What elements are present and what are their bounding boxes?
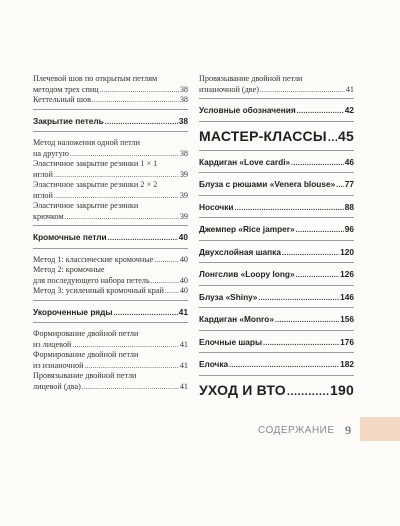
dot-leader bbox=[114, 309, 178, 320]
toc-entry[interactable] bbox=[33, 95, 188, 106]
divider bbox=[199, 352, 354, 353]
toc-entry-page: 38 bbox=[178, 115, 188, 126]
toc-entry-title: Кеттельный шов bbox=[33, 95, 91, 104]
toc-entry[interactable] bbox=[199, 224, 354, 237]
toc-entry[interactable] bbox=[199, 359, 354, 372]
toc-entry-page: 41 bbox=[345, 84, 354, 94]
toc-entry-page: 88 bbox=[344, 201, 354, 212]
toc-entry[interactable] bbox=[33, 116, 188, 129]
toc-entry-title: Эластичное закрытие резинки bbox=[33, 201, 139, 210]
toc-entry-page: 156 bbox=[340, 314, 354, 324]
dot-leader bbox=[82, 382, 179, 393]
divider bbox=[33, 322, 188, 323]
toc-left-column bbox=[33, 74, 188, 392]
toc-entry-title: Кардиган «Monro» bbox=[199, 314, 274, 324]
toc-entry-page: 182 bbox=[340, 359, 354, 369]
dot-leader bbox=[275, 316, 339, 327]
toc-entry-page: 41 bbox=[179, 360, 188, 370]
dot-leader bbox=[291, 159, 344, 170]
toc-entry-title: Эластичное закрытие резинки 2 × 2 bbox=[33, 180, 158, 189]
toc-entry-page: 40 bbox=[179, 286, 188, 295]
toc-entry-title: Провязывание двойной петли bbox=[199, 74, 303, 83]
dot-leader bbox=[260, 85, 345, 96]
dot-leader bbox=[336, 181, 344, 192]
toc-entry-title: Джемпер «Rice jamper» bbox=[199, 224, 295, 234]
dot-leader bbox=[105, 118, 178, 129]
divider bbox=[199, 330, 354, 331]
dot-leader bbox=[100, 85, 179, 96]
toc-entry-title: Метод 1: классические кромочные bbox=[33, 254, 154, 264]
dot-leader bbox=[258, 294, 339, 305]
toc-entry[interactable] bbox=[199, 105, 354, 118]
toc-entry-title: на другую bbox=[33, 148, 69, 158]
toc-entry-title: Кардиган «Love cardi» bbox=[199, 156, 291, 167]
toc-entry-title: Эластичное закрытие резинки 1 × 1 bbox=[33, 159, 158, 168]
dot-leader bbox=[297, 107, 344, 118]
toc-entry[interactable] bbox=[199, 128, 354, 147]
toc-entry[interactable] bbox=[199, 179, 354, 192]
dot-leader bbox=[235, 204, 344, 215]
toc-entry-title: Условные обозначения bbox=[199, 105, 296, 115]
divider bbox=[33, 300, 188, 301]
toc-entry[interactable] bbox=[199, 269, 354, 282]
divider bbox=[33, 248, 188, 249]
toc-entry-title: из изнаночной bbox=[33, 360, 84, 370]
dot-leader bbox=[282, 249, 339, 260]
toc-entry[interactable] bbox=[33, 201, 188, 222]
toc-entry-page: 190 bbox=[330, 381, 354, 398]
toc-entry[interactable] bbox=[33, 307, 188, 320]
toc-entry-title: Кромочные петли bbox=[33, 232, 107, 242]
toc-entry-page: 77 bbox=[344, 179, 354, 189]
toc-entry-title: для последующего набора петель bbox=[33, 275, 150, 285]
divider bbox=[33, 225, 188, 226]
toc-entry-page: 39 bbox=[179, 169, 188, 179]
divider bbox=[33, 109, 188, 110]
toc-entry[interactable] bbox=[33, 350, 188, 371]
toc-entry-title: МАСТЕР-КЛАССЫ bbox=[199, 127, 327, 144]
dot-leader bbox=[287, 384, 329, 401]
toc-entry-title: из лицевой bbox=[33, 339, 72, 349]
divider bbox=[33, 131, 188, 132]
dot-leader bbox=[229, 361, 339, 372]
toc-entry-title: Укороченные ряды bbox=[33, 306, 113, 317]
toc-entry[interactable] bbox=[199, 337, 354, 350]
toc-entry[interactable] bbox=[33, 329, 188, 350]
dot-leader bbox=[85, 361, 179, 372]
dot-leader bbox=[108, 234, 178, 245]
dot-leader bbox=[72, 340, 178, 351]
toc-right-column bbox=[199, 74, 354, 401]
toc-entry[interactable] bbox=[33, 159, 188, 180]
toc-entry[interactable] bbox=[199, 382, 354, 401]
toc-entry[interactable] bbox=[33, 74, 188, 95]
toc-entry-title: Метод наложения одной петли bbox=[33, 138, 140, 147]
toc-entry[interactable] bbox=[199, 292, 354, 305]
dot-leader bbox=[154, 255, 178, 266]
dot-leader bbox=[296, 226, 344, 237]
toc-entry-title: Плечевой шов по открытым петлям bbox=[33, 74, 158, 83]
toc-entry[interactable] bbox=[199, 157, 354, 170]
dot-leader bbox=[165, 286, 179, 297]
dot-leader bbox=[151, 276, 179, 287]
divider bbox=[199, 172, 354, 173]
toc-entry-title: Блуза «Shiny» bbox=[199, 291, 258, 302]
toc-entry-page: 45 bbox=[338, 127, 354, 144]
divider bbox=[199, 98, 354, 99]
toc-entry[interactable] bbox=[33, 286, 188, 297]
toc-entry[interactable] bbox=[199, 202, 354, 215]
toc-entry[interactable] bbox=[33, 180, 188, 201]
divider bbox=[199, 150, 354, 151]
divider bbox=[199, 307, 354, 308]
divider bbox=[199, 375, 354, 376]
toc-entry[interactable] bbox=[199, 74, 354, 95]
toc-entry-page: 40 bbox=[179, 275, 188, 285]
dot-leader bbox=[296, 271, 340, 282]
toc-entry-title: Елочка bbox=[199, 359, 229, 369]
toc-entry-page: 39 bbox=[179, 190, 188, 200]
toc-entry-page: 38 bbox=[179, 95, 188, 104]
divider bbox=[199, 121, 354, 122]
toc-entry-page: 38 bbox=[179, 84, 188, 94]
toc-entry[interactable] bbox=[33, 265, 188, 286]
toc-entry-title: Лонгслив «Loopy long» bbox=[199, 269, 295, 279]
toc-entry-page: 126 bbox=[340, 269, 354, 279]
toc-entry-page: 41 bbox=[179, 381, 188, 391]
section-title: СОДЕРЖАНИЕ bbox=[258, 425, 335, 436]
toc-entry-page: 42 bbox=[344, 105, 354, 115]
toc-entry-page: 40 bbox=[179, 254, 188, 264]
toc-entry-page: 38 bbox=[179, 148, 188, 158]
dot-leader bbox=[54, 191, 179, 202]
toc-entry[interactable] bbox=[199, 314, 354, 327]
toc-entry-title: УХОД И ВТО bbox=[199, 381, 286, 398]
divider bbox=[199, 240, 354, 241]
dot-leader bbox=[92, 95, 179, 106]
toc-entry-title: иглой bbox=[33, 169, 53, 179]
toc-entry[interactable] bbox=[33, 138, 188, 159]
toc-entry[interactable] bbox=[33, 232, 188, 245]
toc-entry-title: Формирование двойной петли bbox=[33, 350, 139, 359]
divider bbox=[199, 262, 354, 263]
toc-entry-page: 146 bbox=[340, 291, 354, 302]
toc-entry-title: Двухслойная шапка bbox=[199, 246, 281, 257]
toc-entry[interactable] bbox=[33, 255, 188, 266]
divider bbox=[199, 195, 354, 196]
toc-entry-title: иглой bbox=[33, 190, 53, 200]
toc-entry-page: 46 bbox=[344, 156, 354, 167]
toc-entry-page: 40 bbox=[178, 232, 188, 242]
toc-entry-title: Елочные шары bbox=[199, 336, 263, 347]
toc-entry-page: 41 bbox=[178, 306, 188, 317]
toc-entry-title: Метод 2: кромочные bbox=[33, 265, 105, 274]
dot-leader bbox=[54, 170, 179, 181]
toc-entry-title: Метод 3: усиленный кромочный край bbox=[33, 286, 164, 295]
toc-entry-title: лицевой (два) bbox=[33, 381, 81, 391]
toc-entry-title: Закрытие петель bbox=[33, 115, 104, 126]
toc-entry[interactable] bbox=[33, 371, 188, 392]
toc-entry[interactable] bbox=[199, 247, 354, 260]
accent-band bbox=[360, 417, 400, 441]
divider bbox=[199, 217, 354, 218]
dot-leader bbox=[70, 149, 179, 160]
dot-leader bbox=[328, 130, 337, 147]
dot-leader bbox=[263, 339, 339, 350]
toc-entry-page: 120 bbox=[340, 246, 354, 257]
toc-entry-page: 39 bbox=[179, 211, 188, 221]
toc-entry-page: 96 bbox=[344, 224, 354, 234]
toc-entry-title: Формирование двойной петли bbox=[33, 329, 139, 338]
toc-entry-title: Провязывание двойной петли bbox=[33, 371, 137, 380]
toc-entry-page: 176 bbox=[340, 336, 354, 347]
toc-entry-title: Блуза с рюшами «Venera blouse» bbox=[199, 179, 336, 189]
toc-entry-title: методом трех спиц bbox=[33, 84, 99, 94]
toc-entry-title: крючком bbox=[33, 211, 64, 221]
toc-entry-title: изнаночной (две) bbox=[199, 84, 259, 94]
toc-entry-page: 41 bbox=[179, 339, 188, 349]
dot-leader bbox=[65, 212, 179, 223]
divider bbox=[199, 285, 354, 286]
page-number: 9 bbox=[345, 423, 351, 437]
toc-entry-title: Носочки bbox=[199, 201, 234, 212]
